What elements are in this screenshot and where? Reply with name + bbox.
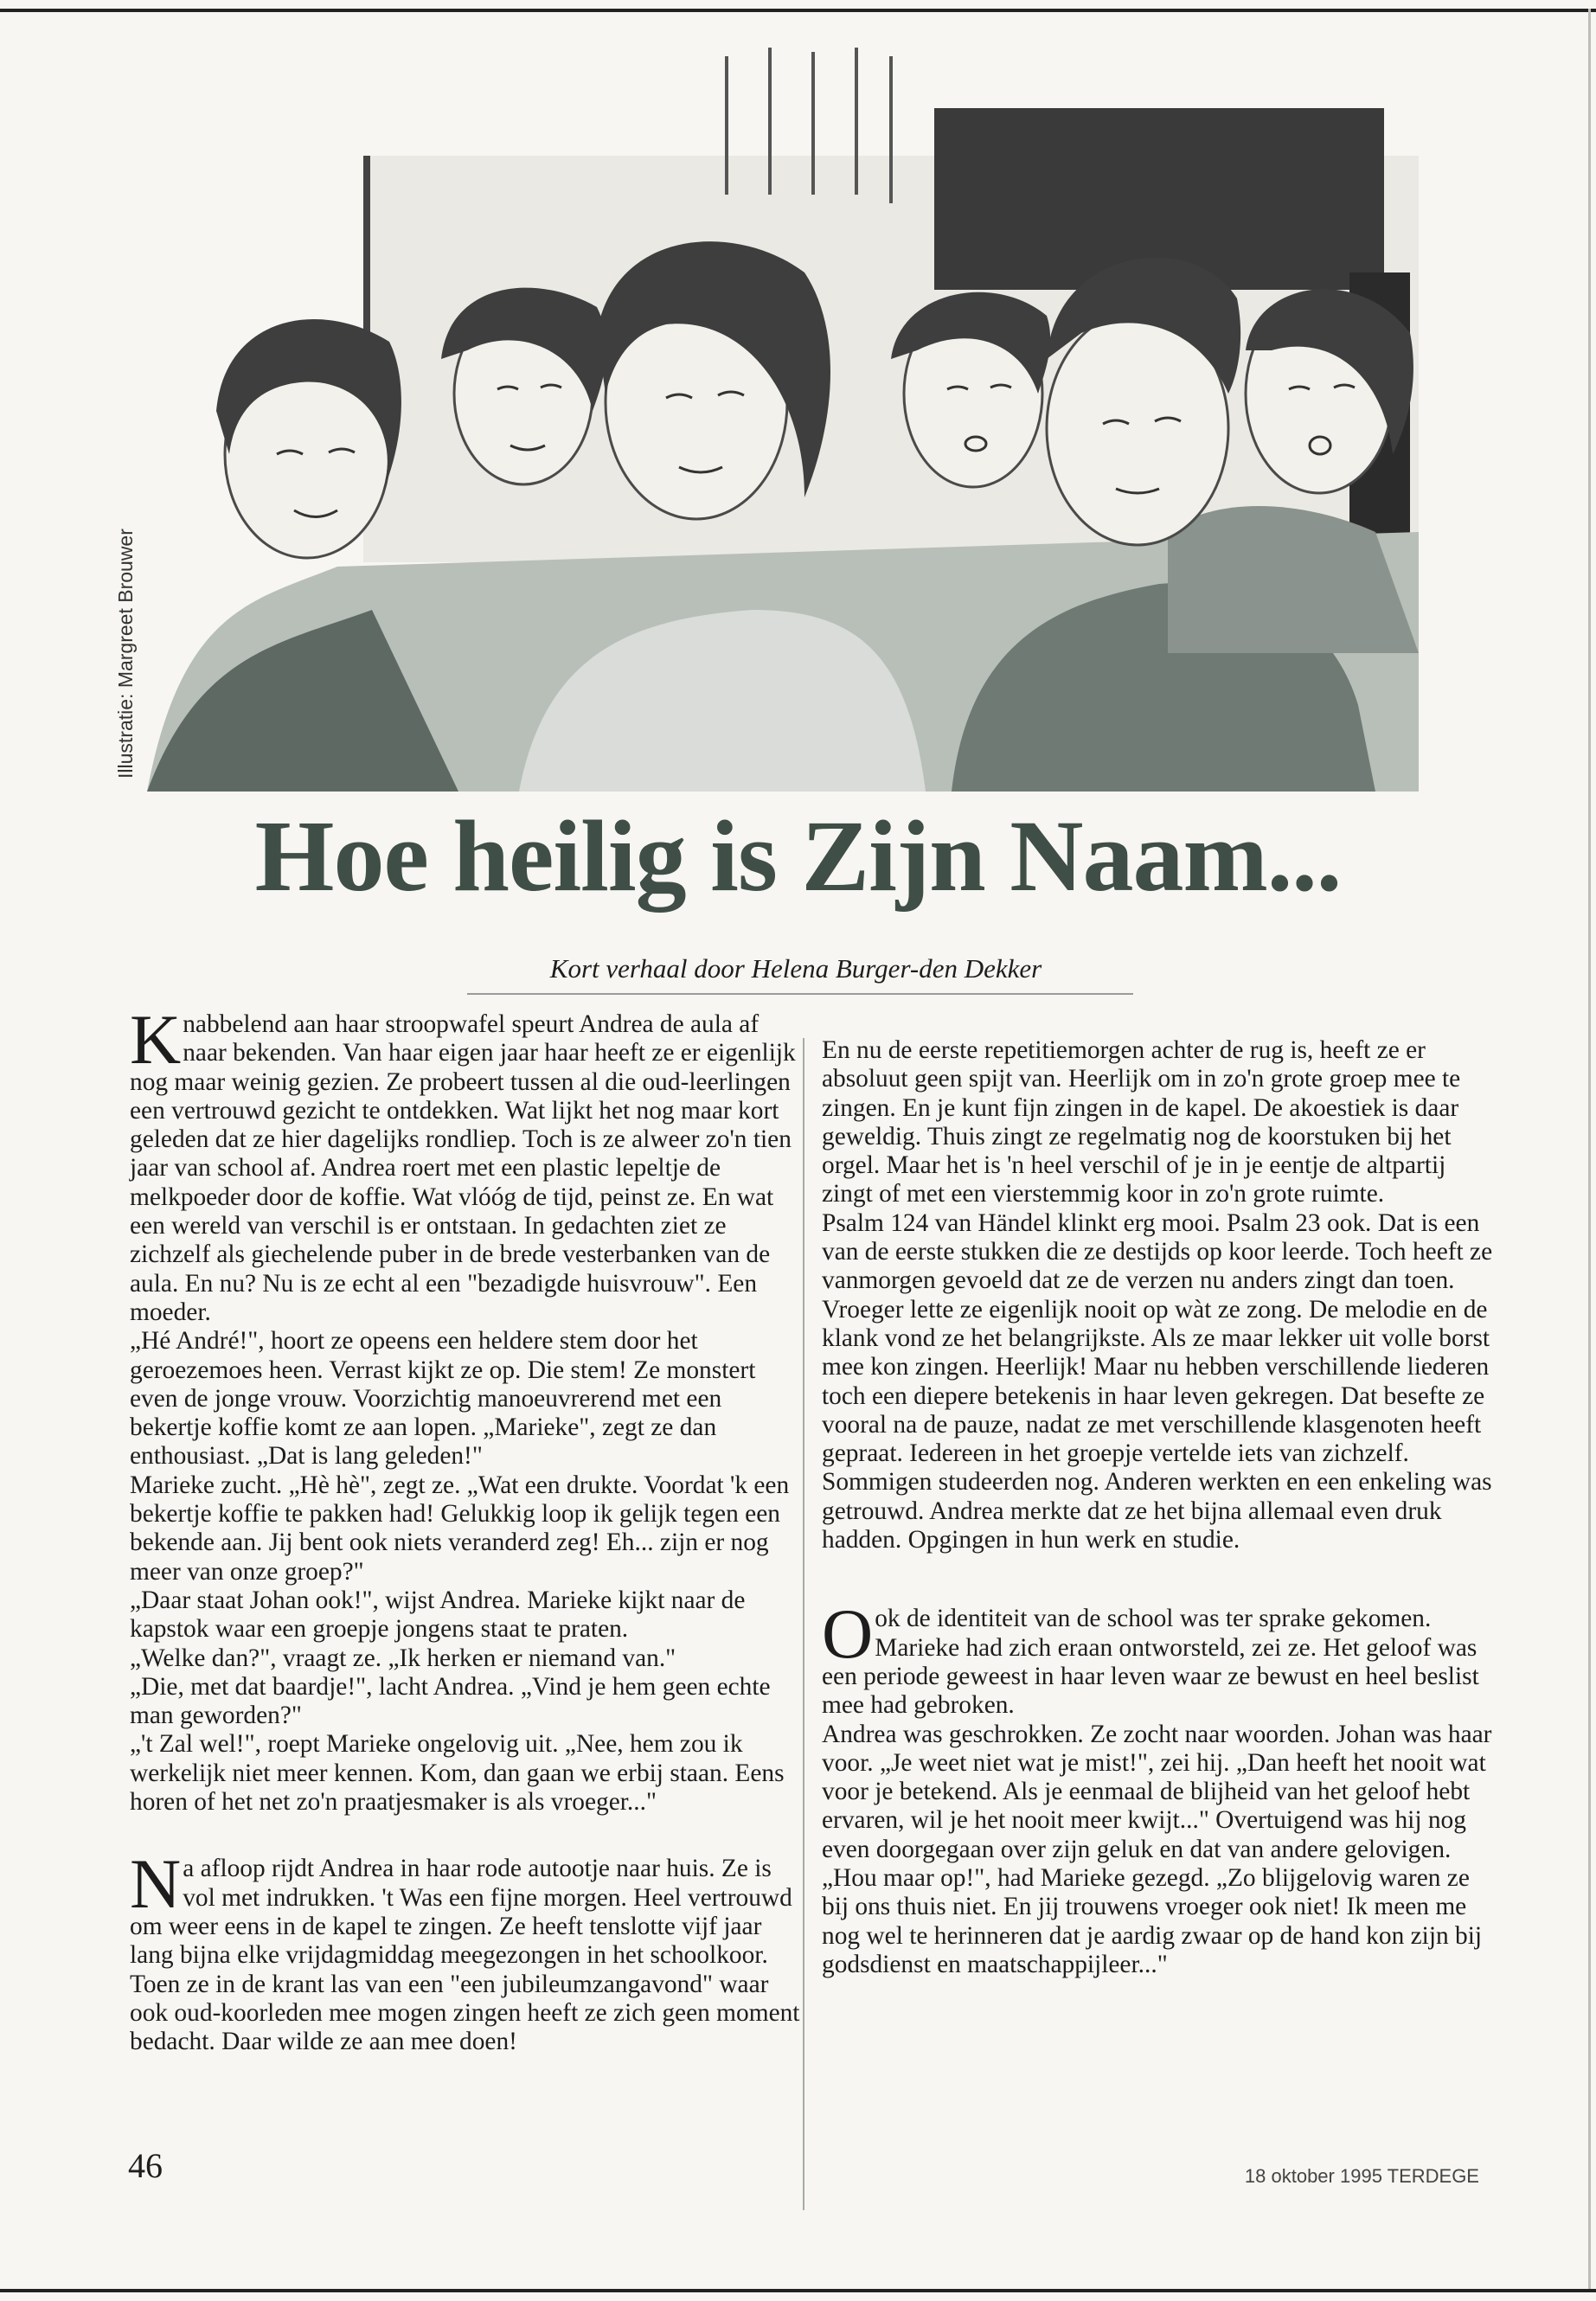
paragraph: „Die, met dat baardje!", lacht Andrea. „Vind je hem geen echte man geworden?" [130,1672,771,1730]
paragraph: Psalm 124 van Händel klinkt erg mooi. Psalm 23 ook. Dat is een van de eerste stukken die ze destijds op koor leerde. Toch heeft ze vanmorgen gevoeld dat ze de verzen nu anders zingt dan toen. Vroeger lette ze eigenlijk nooit op wàt ze zong. De melodie en de klank vond ze het belangrijkste. Als ze maar lekker uit volle borst mee kon zingen. Heerlijk! Maar nu hebben verschillende liederen toch een diepere betekenis in haar leven gekregen. Dat besefte ze vooral na de pauze, nadat ze met verschillende klasgenoten heeft gepraat. Iedereen in het groepje vertelde iets van zichzelf. Sommigen studeerden nog. Anderen werkten en een enkeling was getrouwd. Andrea merkte dat ze het bijna allemaal even druk hadden. Opgingen in hun werk en studie. [822,1208,1493,1554]
section-gap [130,1817,804,1855]
column-divider [803,1038,804,2210]
column-left [130,1000,804,2056]
paragraph: Andrea was geschrokken. Ze zocht naar woorden. Johan was haar voor. „Je weet niet wat je mist!", zei hij. „Dan heeft het nooit wat voor je betekend. Als je eenmaal de blijheid van het geloof hebt ervaren, wil je het nooit meer kwijt..." Overtuigend was hij nog even doorgegaan over zijn geluk en dat van andere gelovigen. [822,1720,1492,1863]
paragraph [822,1594,1497,1720]
paragraph-text: a afloop rijdt Andrea in haar rode autootje naar huis. Ze is vol met indrukken. 't Was een fijne morgen. Heel vertrouwd om weer eens in de kapel te zingen. Ze heeft tenslotte vijf jaar lang bijna elke vrijdagmiddag meegezongen in het schoolkoor. Toen ze in de krant las van een "een jubileumzangavond" waar ook oud-koorleden mee mogen zingen heeft ze zich geen moment bedacht. Daar wilde ze aan mee doen! [130,1855,800,2056]
page-number: 46 [128,2146,163,2185]
paragraph-text: nabbelend aan haar stroopwafel speurt Andrea de aula af naar bekenden. Van haar eigen jaar haar heeft ze er eigenlijk nog maar weinig gezien. Ze probeert tussen al die oud-leerlingen een vertrouwd gezicht te ontdekken. Wat lijkt het nog maar kort geleden dat ze hier dagelijks rondliep. Toch is ze alweer zo'n tien jaar van school af. Andrea roert met een plastic lepeltje de melkpoeder door de koffie. Wat vlóóg de tijd, peinst ze. En wat een wereld van verschil is er ontstaan. In gedachten ziet ze zichzelf als giechelende puber in de brede vesterbanken van de aula. En nu? Nu is ze echt al een "bezadigde huisvrouw". Een moeder. [130,1010,796,1326]
top-frame-line [0,9,1596,12]
paragraph [130,1844,804,2056]
bottom-frame-line [0,2289,1596,2292]
drop-cap: N [130,1844,182,1924]
article-byline: Kort verhaal door Helena Burger-den Dekker [549,953,1042,984]
drop-cap: O [822,1594,874,1674]
paragraph: Marieke zucht. „Hè hè", zegt ze. „Wat een drukte. Voordat 'k een bekertje koffie te pakken had! Gelukkig loop ik gelijk tegen een bekende aan. Jij bent ook niets veranderd zeg! Eh... zijn er nog meer van onze groep?" [130,1471,790,1586]
choir-illustration [147,48,1427,792]
paragraph: En nu de eerste repetitiemorgen achter de rug is, heeft ze er absoluut geen spijt van. Heerlijk om in zo'n grote groep mee te zingen. En je kunt fijn zingen in de kapel. De akoestiek is daar geweldig. Thuis zingt ze regelmatig nog de koorstuken bij het orgel. Maar het is 'n heel verschil of je in je eentje de altpartij zingt of met een vierstemmig koor in zo'n grote ruimte. [822,1036,1461,1208]
column-right [822,1036,1497,1979]
paragraph: „Hé André!", hoort ze opeens een heldere stem door het geroezemoes heen. Verrast kijkt ze op. Die stem! Ze monstert even de jonge vrouw. Voorzichtig manoeuvrerend met een bekertje koffie komt ze aan lopen. „Marieke", zegt ze dan enthousiast. „Dat is lang geleden!" [130,1327,756,1471]
article-title: Hoe heilig is Zijn Naam... [254,799,1342,913]
paragraph: „'t Zal wel!", roept Marieke ongelovig uit. „Nee, hem zou ik werkelijk niet meer kennen. Kom, dan gaan we erbij staan. Eens horen of het net zo'n praatjesmaker is als vroeger..." [130,1730,785,1817]
issue-date: 18 oktober 1995 TERDEGE [1244,2165,1479,2187]
illustration-credit: Illustratie: Margreet Brouwer [114,529,137,779]
drop-cap: K [130,1000,182,1079]
paragraph-text: ok de identiteit van de school was ter sprake gekomen. Marieke had zich eraan ontworsteld, zei ze. Het geloof was een periode geweest in haar leven waar ze bewust en heel beslist mee had gebroken. [822,1605,1479,1720]
paragraph: „Welke dan?", vraagt ze. „Ik herken er niemand van." [130,1644,676,1672]
paragraph [130,1000,804,1327]
byline-rule [467,993,1133,995]
right-frame-line [1588,9,1591,2292]
paragraph: „Hou maar op!", had Marieke gezegd. „Zo blijgelovig waren ze bij ons thuis niet. En jij trouwens vroeger ook niet! Ik meen me nog wel te herinneren dat je aardig zwaar op de hand kon zijn bij godsdienst en maatschappijleer..." [822,1864,1483,1978]
section-gap [822,1554,1497,1605]
paragraph: „Daar staat Johan ook!", wijst Andrea. Marieke kijkt naar de kapstok waar een groepje jongens staat te praten. [130,1586,746,1644]
